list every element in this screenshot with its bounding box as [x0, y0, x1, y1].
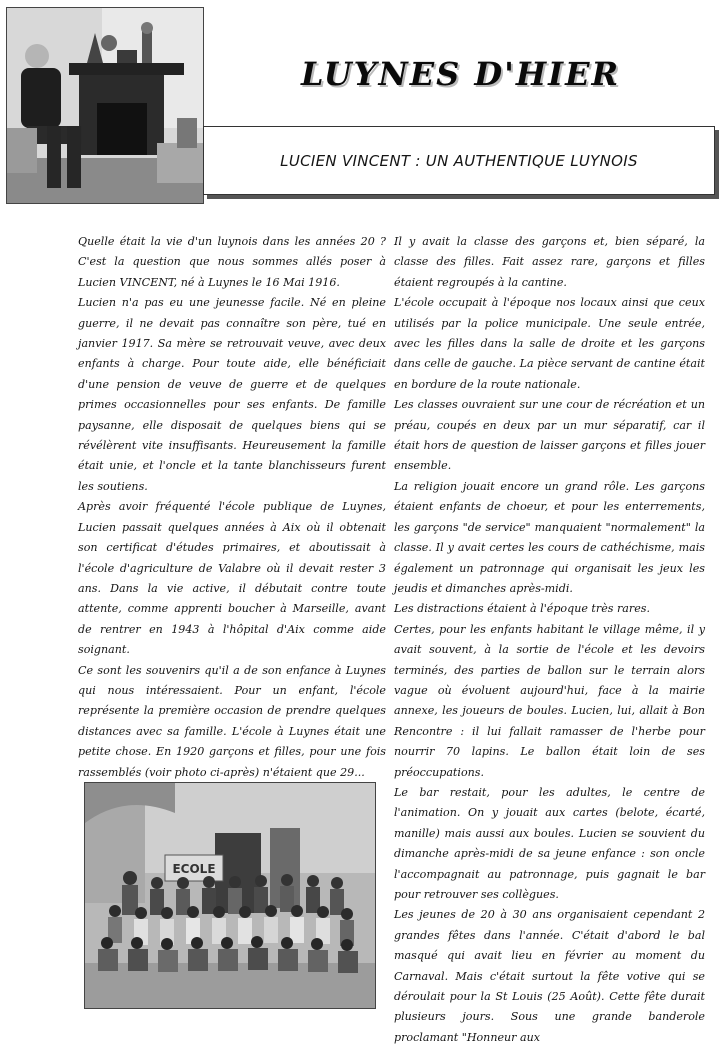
paragraph: Les distractions étaient à l'époque très rares.	[394, 602, 650, 616]
paragraph: Il y avait la classe des garçons et, bien séparé, la classe des filles. Fait assez rare, garçons et filles étaient regroupés à la cantine.	[394, 235, 705, 289]
paragraph: Les classes ouvraient sur une cour de récréation et un préau, coupés en deux par un mur séparatif, car il était hors de question de laisser garçons et filles jouer ensemble.	[394, 398, 705, 473]
portrait-photo	[6, 7, 204, 204]
paragraph: L'école occupait à l'époque nos locaux ainsi que ceux utilisés par la police municipale. Une seule entrée, avec les filles dans la salle de droite et les garçons dans celle de gauche. La pièce servant de cantine était en bordure de la route nationale.	[394, 296, 705, 391]
paragraph: La religion jouait encore un grand rôle. Les garçons étaient enfants de choeur, et pour les enterrements, les garçons "de service" manquaient "normalement" la classe. Il y avait certes les cours de cathéchisme, mais également un patronnage qui organisait les jeux les jeudis et dimanches après-midi.	[394, 479, 705, 595]
paragraph: Le bar restait, pour les adultes, le centre de l'animation. On y jouait aux cartes (belote, écarté, manille) mais aussi aux boules. Lucien se souvient du dimanche après-midi de sa jeune enfance : son oncle l'accompagnait au patronnage, puis gagnait le bar pour retrouver ses collègues.	[394, 785, 705, 901]
article-column-right	[394, 232, 705, 1048]
article-subtitle: LUCIEN VINCENT : UN AUTHENTIQUE LUYNOIS	[280, 151, 638, 170]
paragraph: Certes, pour les enfants habitant le village même, il y avait souvent, à la sortie de l'école et les devoirs terminés, des parties de ballon sur le terrain alors vague où évoluent aujourd'hui, face à la mairie annexe, les joueurs de boules. Lucien, lui, allait à Bon Rencontre : il lui fallait ramasser de l'herbe pour nourrir 70 lapins. Le ballon était loin de ses préoccupations.	[394, 622, 705, 779]
class-photo	[84, 782, 376, 1009]
paragraph: Les jeunes de 20 à 30 ans organisaient cependant 2 grandes fêtes dans l'année. C'était d'abord le bal masqué qui avait lieu en février au moment du Carnaval. Mais c'était surtout la fête votive qui se déroulait pour la St Louis (25 Août). Cette fête durait plusieurs jours. Sous une grande banderole proclamant "Honneur aux	[394, 908, 705, 1044]
page-title: LUYNES D'HIER	[300, 55, 621, 93]
paragraph: Quelle était la vie d'un luynois dans les années 20 ? C'est la question que nous sommes allés poser à Lucien VINCENT, né à Luynes le 16 Mai 1916.	[78, 235, 386, 289]
paragraph: Lucien n'a pas eu une jeunesse facile. Né en pleine guerre, il ne devait pas connaître son père, tué en janvier 1917. Sa mère se retrouvait veuve, avec deux enfants à charge. Pour toute aide, elle bénéficiait d'une pension de veuve de guerre et de quelques primes occasionnelles pour ses enfants. De famille paysanne, elle disposait de quelques biens qui se révélèrent vite insuffisants. Heureusement la famille était unie, et l'oncle et la tante blanchisseurs furent les soutiens.	[78, 296, 386, 493]
masthead	[203, 55, 718, 125]
subtitle-box	[203, 126, 715, 195]
article-column-left	[78, 232, 386, 783]
paragraph: Après avoir fréquenté l'école publique de Luynes, Lucien passait quelques années à Aix où il obtenait son certificat d'études primaires, et aboutissait à l'école d'agriculture de Valabre où il devait rester 3 ans. Dans la vie active, il débutait contre toute attente, comme apprenti boucher à Marseille, avant de rentrer en 1943 à l'hôpital d'Aix comme aide soignant.	[78, 500, 386, 657]
school-sign-text: ECOLE	[172, 862, 216, 876]
paragraph: Ce sont les souvenirs qu'il a de son enfance à Luynes qui nous intéressaient. Pour un enfant, l'école représente la première occasion de prendre quelques distances avec sa famille. L'école à Luynes était une petite chose. En 1920 garçons et filles, pour une fois rassemblés (voir photo ci-après) n'étaient que 29...	[78, 663, 386, 779]
